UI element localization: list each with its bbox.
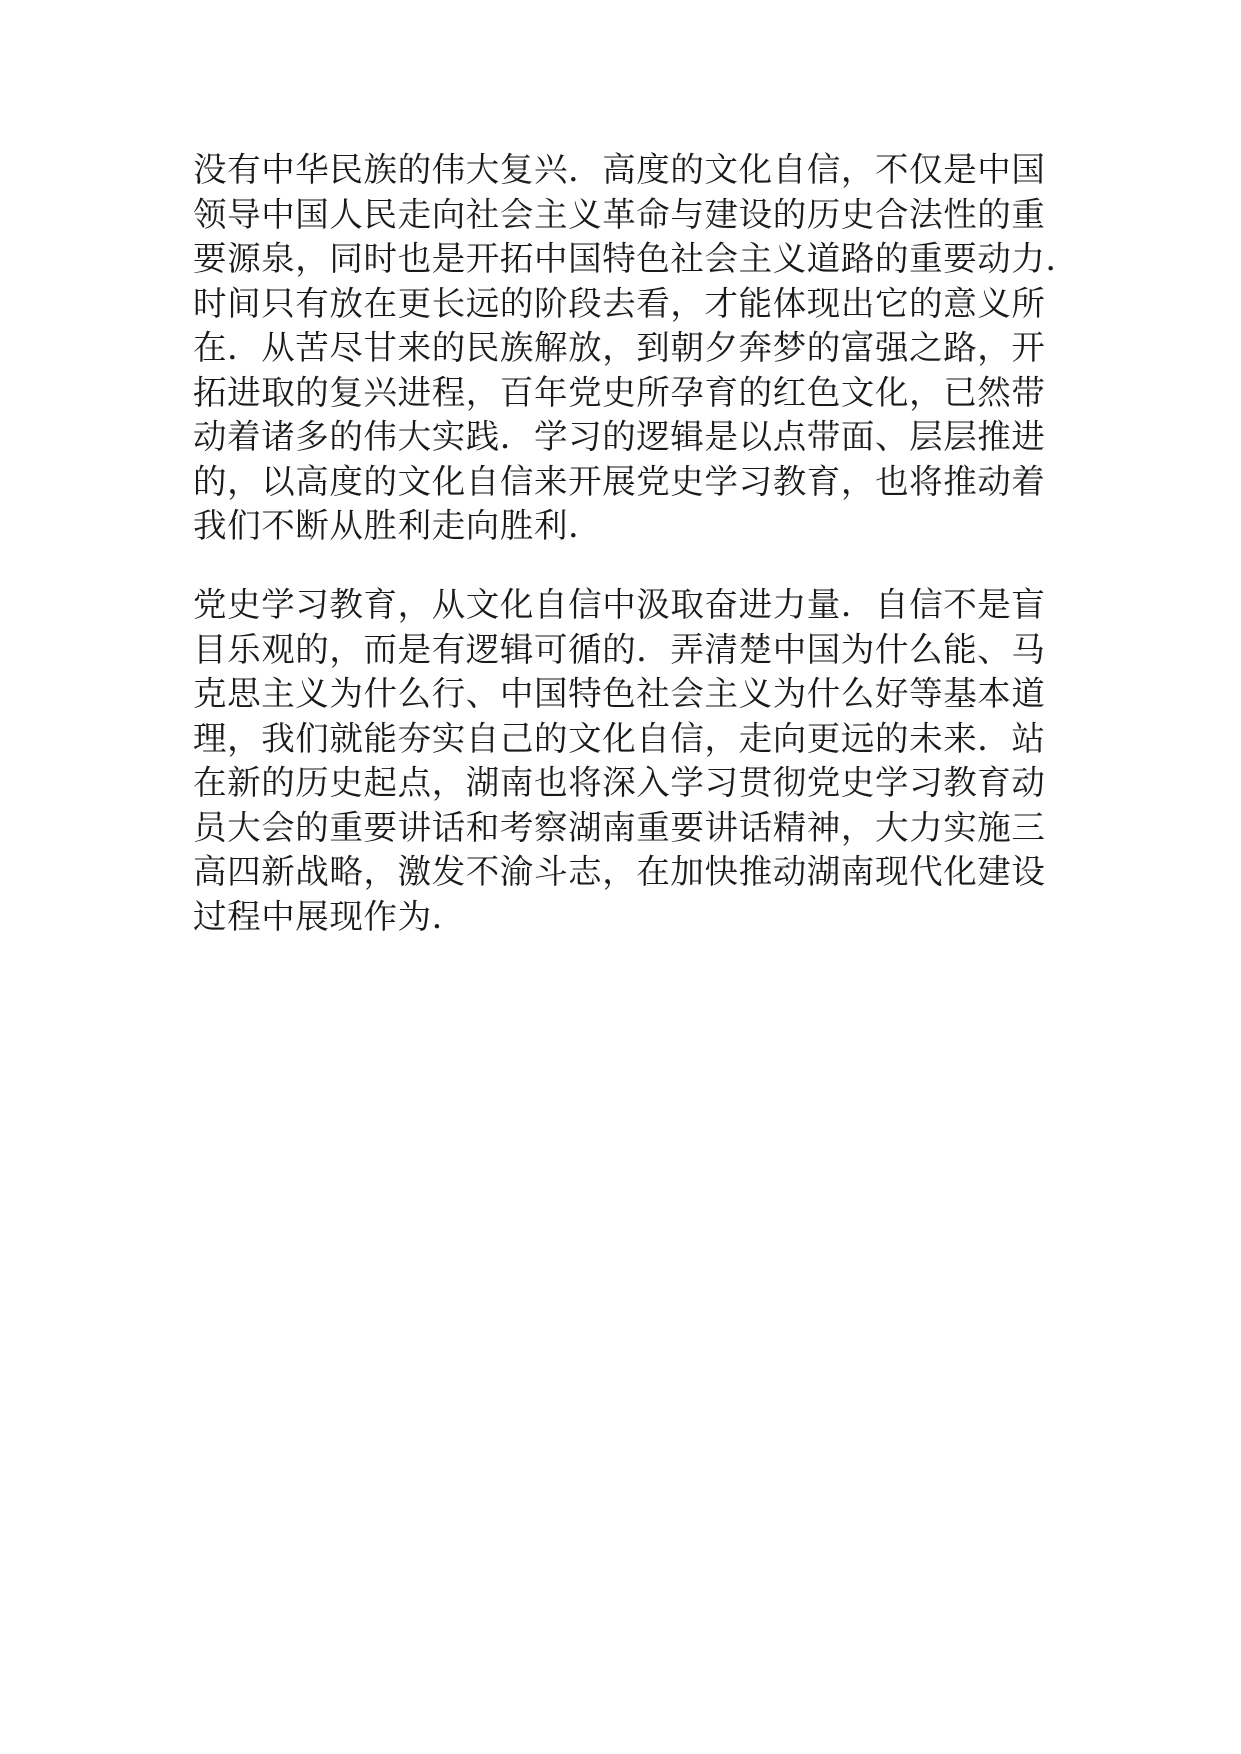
paragraph-1-line-6: 拓进取的复兴进程，百年党史所孕育的红色文化，已然带 — [193, 372, 1046, 412]
paragraph-2-line-5: 在新的历史起点，湖南也将深入学习贯彻党史学习教育动 — [193, 763, 1046, 802]
paragraph-2-line-6: 员大会的重要讲话和考察湖南重要讲话精神，大力实施三 — [193, 807, 1046, 847]
paragraph-1 — [193, 148, 1080, 549]
paragraph-1-line-5: 在．从苦尽甘来的民族解放，到朝夕奔梦的富强之路，开 — [193, 328, 1046, 367]
paragraph-1-line-7: 动着诸多的伟大实践．学习的逻辑是以点带面、层层推进 — [193, 417, 1046, 456]
paragraph-1-line-2: 领导中国人民走向社会主义革命与建设的历史合法性的重 — [193, 194, 1046, 234]
paragraph-2-line-2: 目乐观的，而是有逻辑可循的．弄清楚中国为什么能、马 — [193, 629, 1046, 669]
paragraph-1-line-3: 要源泉，同时也是开拓中国特色社会主义道路的重要动力． — [193, 239, 1080, 278]
paragraph-2-line-8: 过程中展现作为． — [193, 896, 466, 936]
paragraph-1-line-4: 时间只有放在更长远的阶段去看，才能体现出它的意义所 — [193, 283, 1046, 323]
paragraph-1-line-1: 没有中华民族的伟大复兴．高度的文化自信，不仅是中国 — [193, 150, 1046, 189]
paragraph-2 — [193, 583, 1053, 939]
paragraph-2-line-3: 克思主义为什么行、中国特色社会主义为什么好等基本道 — [193, 674, 1046, 713]
paragraph-1-line-8: 的，以高度的文化自信来开展党史学习教育，也将推动着 — [193, 461, 1046, 501]
paragraph-1-line-9: 我们不断从胜利走向胜利． — [193, 506, 603, 545]
paragraph-2-line-1: 党史学习教育，从文化自信中汲取奋进力量．自信不是盲 — [193, 585, 1046, 624]
paragraph-2-line-4: 理，我们就能夯实自己的文化自信，走向更远的未来．站 — [193, 718, 1046, 758]
paragraph-2-line-7: 高四新战略，激发不渝斗志，在加快推动湖南现代化建设 — [193, 852, 1046, 891]
